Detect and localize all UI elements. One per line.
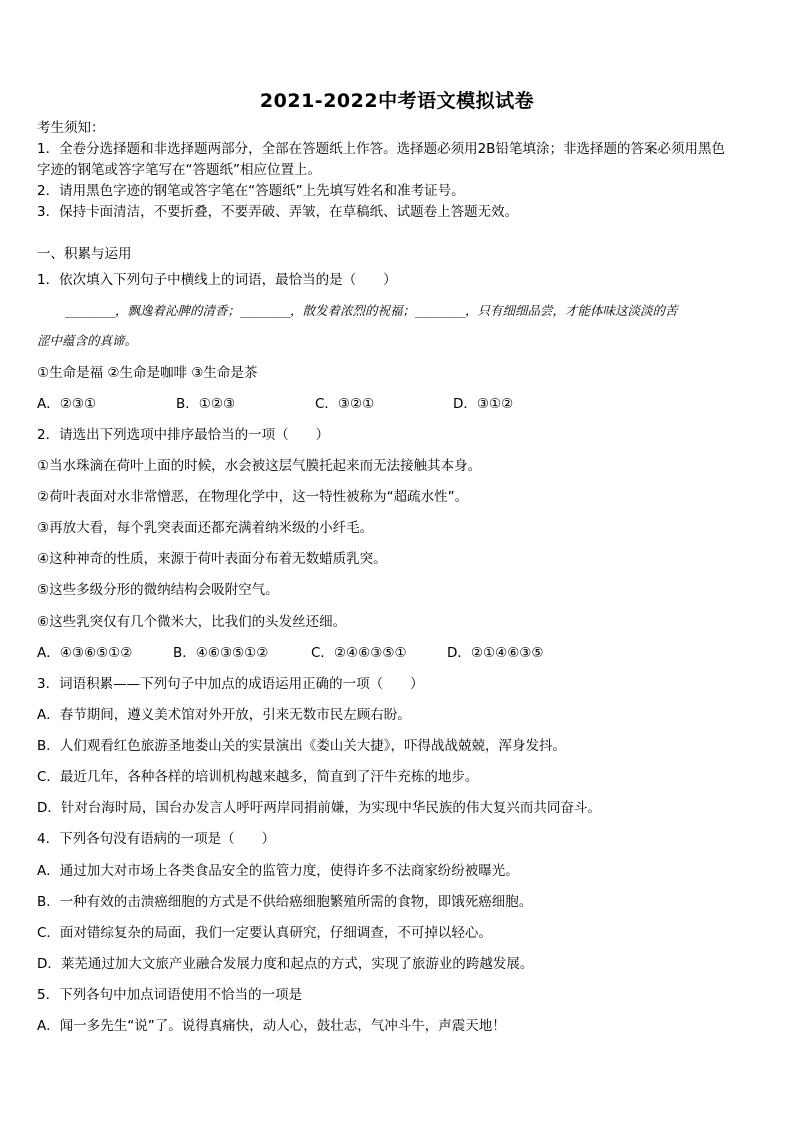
question-4-stem: 4．下列各句没有语病的一项是（ ） bbox=[37, 831, 276, 847]
option-b[interactable]: B．④⑥③⑤①② bbox=[173, 645, 269, 661]
option-d[interactable]: D．针对台海时局，国台办发言人呼吁两岸同捐前嫌，为实现中华民族的伟大复兴而共同奋斗。 bbox=[37, 800, 601, 816]
question-2-item: ②荷叶表面对水非常憎恶，在物理化学中，这一特性被称为“超疏水性”。 bbox=[37, 489, 469, 505]
option-b[interactable]: B．①②③ bbox=[176, 396, 236, 412]
question-3-stem: 3．词语积累——下列句子中加点的成语运用正确的一项（ ） bbox=[37, 676, 424, 692]
question-2-item: ⑥这些乳突仅有几个微米大，比我们的头发丝还细。 bbox=[37, 614, 347, 630]
option-c[interactable]: C．最近几年，各种各样的培训机构越来越多，简直到了汗牛充栋的地步。 bbox=[37, 769, 479, 785]
option-c[interactable]: C．②④⑥③⑤① bbox=[311, 645, 407, 661]
question-2-item: ④这种神奇的性质，来源于荷叶表面分布着无数蜡质乳突。 bbox=[37, 551, 387, 567]
option-d[interactable]: D．莱芜通过加大文旅产业融合发展力度和起点的方式，实现了旅游业的跨越发展。 bbox=[37, 956, 534, 972]
option-c[interactable]: C．面对错综复杂的局面，我们一定要认真研究，仔细调查，不可掉以轻心。 bbox=[37, 925, 492, 941]
option-a[interactable]: A．②③① bbox=[37, 396, 97, 412]
option-a[interactable]: A．春节期间，遵义美术馆对外开放，引来无数市民左顾右盼。 bbox=[37, 707, 411, 723]
option-d[interactable]: D．③①② bbox=[453, 396, 514, 412]
notice-heading: 考生须知： bbox=[37, 120, 105, 136]
option-a[interactable]: A．通过加大对市场上各类食品安全的监管力度，使得许多不法商家纷纷被曝光。 bbox=[37, 863, 519, 879]
option-a[interactable]: A．④③⑥⑤①② bbox=[37, 645, 133, 661]
question-2-item: ③再放大看，每个乳突表面还都充满着纳米级的小纤毛。 bbox=[37, 520, 374, 536]
option-a[interactable]: A．闻一多先生“说”了。说得真痛快，动人心，鼓壮志，气冲斗牛，声震天地！ bbox=[37, 1018, 506, 1034]
question-1-choices: ①生命是福 ②生命是咖啡 ③生命是茶 bbox=[37, 365, 258, 381]
notice-item: 1．全卷分选择题和非选择题两部分，全部在答题纸上作答。选择题必须用2B铅笔填涂；非选择题的答案必须用黑色 bbox=[37, 141, 725, 157]
option-b[interactable]: B．一种有效的击溃癌细胞的方式是不供给癌细胞繁殖所需的食物，即饿死癌细胞。 bbox=[37, 894, 533, 910]
question-1-stem: 1．依次填入下列句子中横线上的词语，最恰当的是（ ） bbox=[37, 272, 397, 288]
notice-item: 字迹的钢笔或答字笔写在“答题纸”相应位置上。 bbox=[37, 162, 321, 178]
notice-item: 2．请用黑色字迹的钢笔或答字笔在“答题纸”上先填写姓名和准考证号。 bbox=[37, 183, 465, 199]
notice-item: 3．保持卡面清洁，不要折叠，不要弄破、弄皱，在草稿纸、试题卷上答题无效。 bbox=[37, 204, 519, 220]
question-1-passage: 涩中蕴含的真谛。 bbox=[37, 333, 138, 348]
question-2-item: ①当水珠滴在荷叶上面的时候，水会被这层气膜托起来而无法接触其本身。 bbox=[37, 458, 482, 474]
section-heading: 一、积累与运用 bbox=[37, 246, 132, 262]
option-d[interactable]: D．②①④⑥③⑤ bbox=[447, 645, 544, 661]
option-b[interactable]: B．人们观看红色旅游圣地娄山关的实景演出《娄山关大捷》，吓得战战兢兢，浑身发抖。 bbox=[37, 738, 567, 754]
question-1-passage: ________，飘逸着沁脾的清香；________，散发着浓烈的祝福；________，只有细细品尝，才能体味这淡淡的苦 bbox=[65, 303, 678, 318]
page-title: 2021-2022中考语文模拟试卷 bbox=[259, 90, 535, 112]
question-5-stem: 5．下列各句中加点词语使用不恰当的一项是 bbox=[37, 987, 303, 1003]
option-c[interactable]: C．③②① bbox=[315, 396, 375, 412]
question-2-item: ⑤这些多级分形的微纳结构会吸附空气。 bbox=[37, 582, 279, 598]
question-2-stem: 2．请选出下列选项中排序最恰当的一项（ ） bbox=[37, 427, 330, 443]
